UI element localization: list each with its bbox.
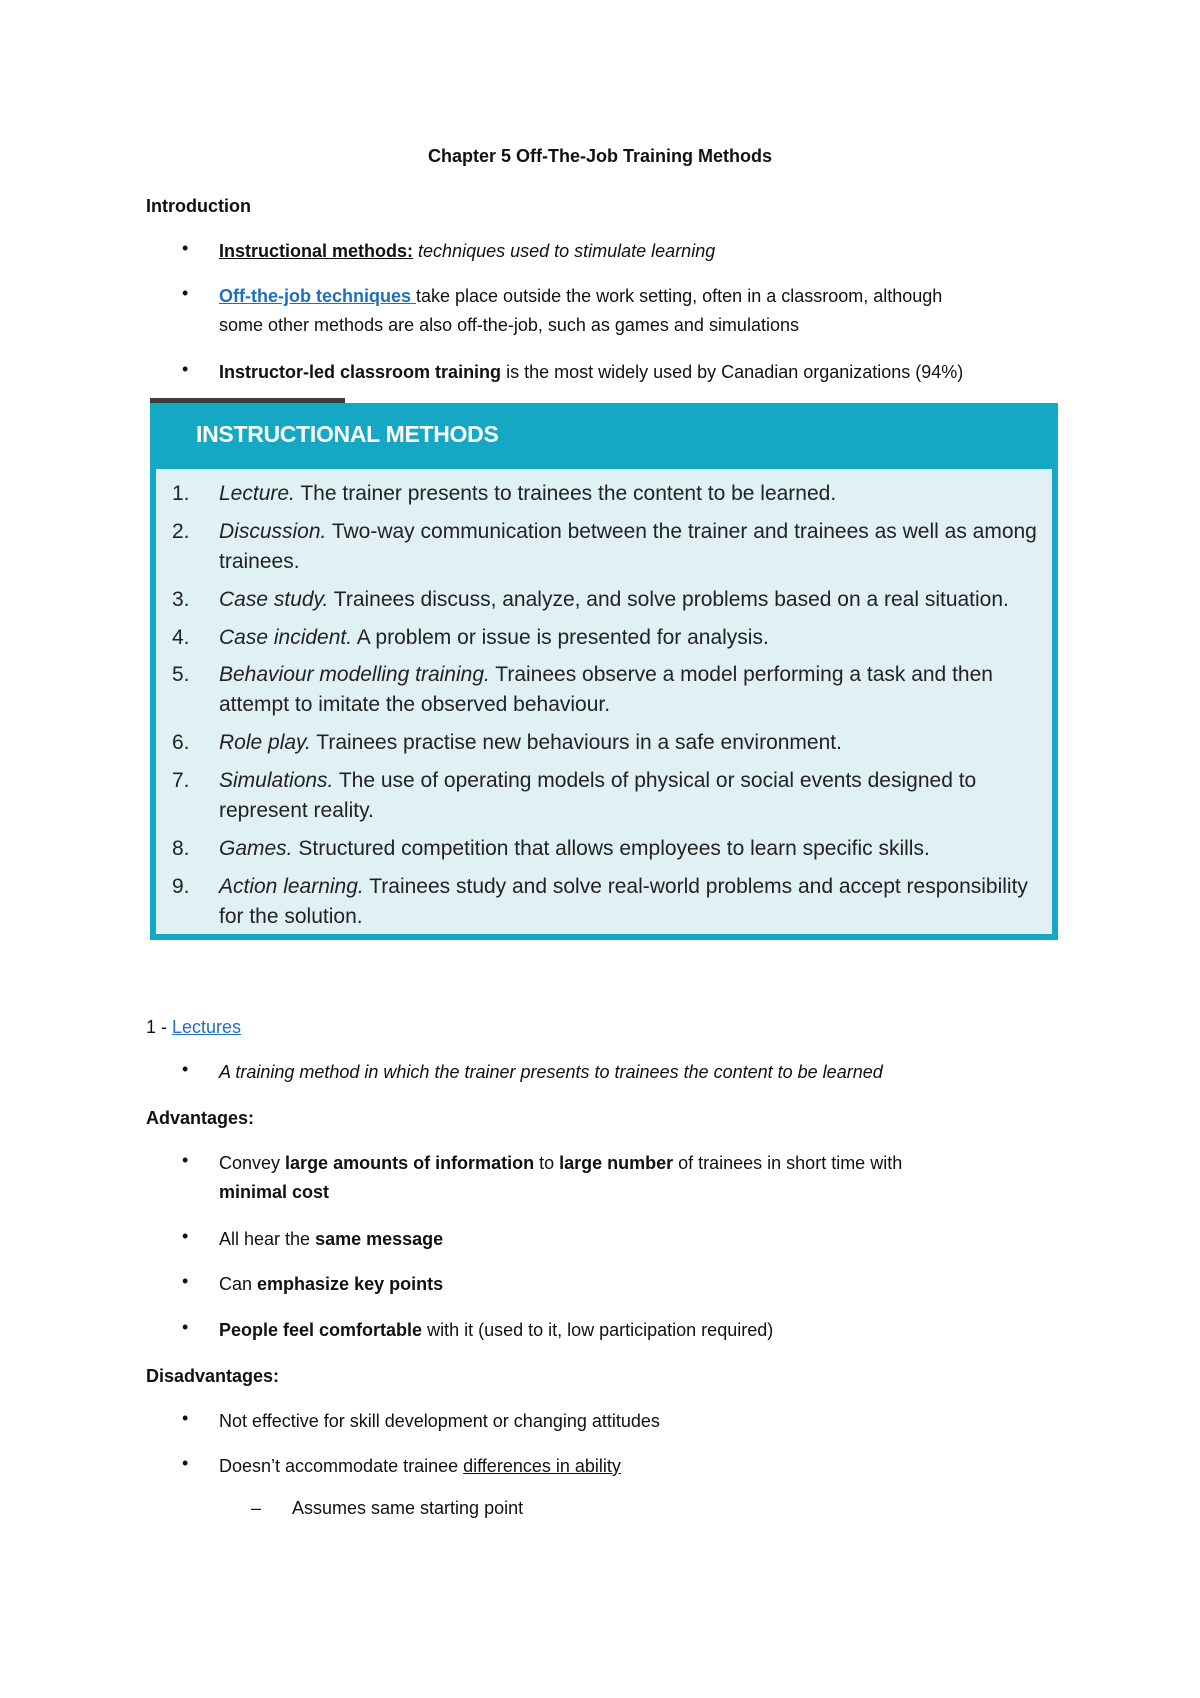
advantage-item: Can emphasize key points — [219, 1274, 444, 1294]
bullet-glyph: • — [182, 1059, 189, 1079]
disadvantage-item: Not effective for skill development or changing attitudes — [219, 1411, 660, 1431]
intro-item-off-the-job: Off-the-job techniques take place outside the work setting, often in a classroom, although some other methods are also off-the-job, such as games and simulations — [219, 286, 943, 335]
box-header — [150, 403, 1058, 469]
intro-item-instructional-methods: Instructional methods: techniques used to stimulate learning — [219, 241, 716, 261]
intro-heading: Introduction — [146, 196, 251, 216]
bullet-glyph: • — [182, 1317, 189, 1337]
bullet-glyph: • — [182, 1150, 189, 1170]
advantage-item: Convey large amounts of information to large number of trainees in short time with minimal cost — [219, 1153, 903, 1202]
advantages-heading: Advantages: — [146, 1108, 255, 1128]
disadvantages-heading: Disadvantages: — [146, 1366, 280, 1386]
off-the-job-link[interactable]: Off-the-job techniques — [219, 286, 416, 306]
bullet-glyph: • — [182, 1453, 189, 1473]
lectures-heading: 1 - Lectures — [146, 1017, 242, 1037]
disadvantage-item: Doesn’t accommodate trainee differences in ability — [219, 1456, 621, 1476]
intro-item-instructor-led: Instructor-led classroom training is the most widely used by Canadian organizations (94%) — [219, 362, 964, 382]
advantage-item: People feel comfortable with it (used to it, low participation required) — [219, 1320, 774, 1340]
bullet-glyph: • — [182, 238, 189, 258]
page-title: Chapter 5 Off-The-Job Training Methods — [427, 146, 772, 166]
lectures-link[interactable]: Lectures — [172, 1017, 242, 1037]
disadvantage-subitem: Assumes same starting point — [292, 1498, 524, 1518]
box-title: INSTRUCTIONAL METHODS — [196, 421, 499, 447]
bullet-glyph: • — [182, 359, 189, 379]
instructional-methods-box — [150, 403, 1058, 940]
box-body: 1. Lecture. The trainer presents to trainees the content to be learned. 2. Discussion. Two-way communication between the trainer and trainees as well as among trainees. 3. Case study. Trainees discuss, analyze, and solve problems based on a real situation. 4. Case incident. A problem or issue is presented for analysis. 5. Behaviour modelling training. Trainees observe a model performing a task and then attempt to imitate the observed behaviour. 6. Role play. Trainees practise new behaviours in a safe environment. 7. Simulations. The use of operating models of physical or social events designed to represent reality. 8. Games. Structured competition that allows employees to learn specific skills. 9. Action learning. Trainees study and solve real-world problems and accept responsibility for the solution. — [156, 469, 1052, 934]
bullet-glyph: • — [182, 283, 189, 303]
bullet-glyph: • — [182, 1408, 189, 1428]
bullet-glyph: • — [182, 1226, 189, 1246]
bullet-glyph: • — [182, 1271, 189, 1291]
advantage-item: All hear the same message — [219, 1229, 444, 1249]
lectures-definition: A training method in which the trainer presents to trainees the content to be learned — [219, 1062, 883, 1082]
dash-glyph: – — [251, 1498, 262, 1518]
